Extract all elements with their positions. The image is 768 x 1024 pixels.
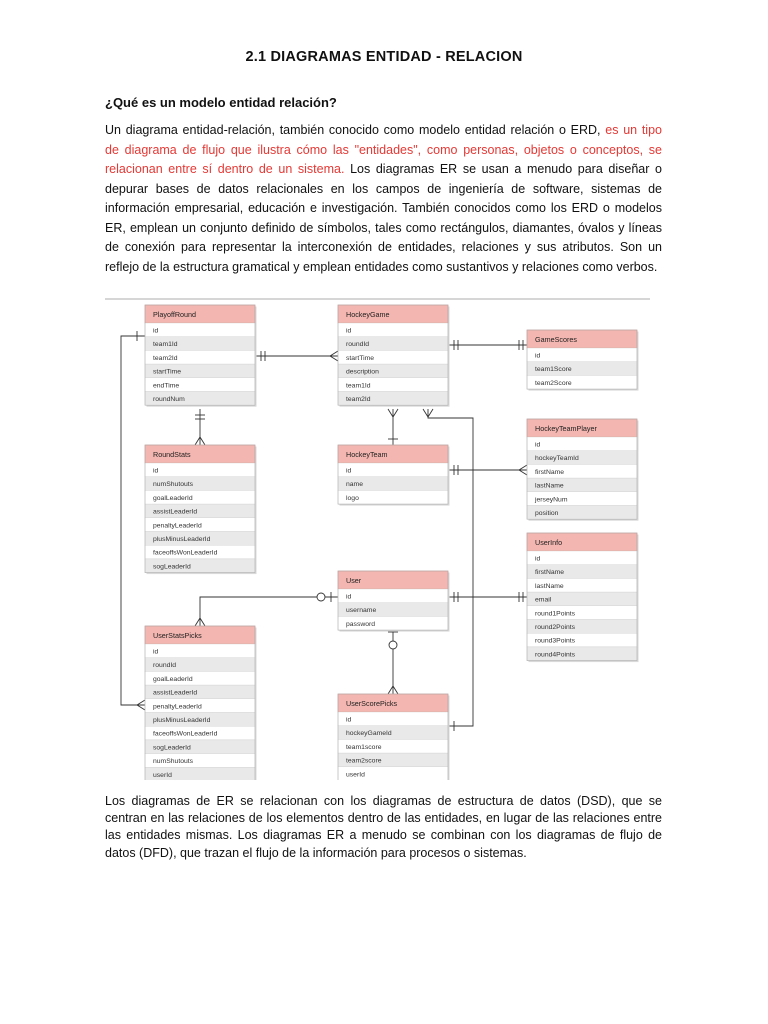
entity-field: sogLeaderId [153,744,191,752]
entity-user-info [527,533,639,662]
er-diagram [105,296,650,785]
entity-row [338,712,448,726]
rel-playoffround-userstatspicks [121,336,145,705]
er-diagram-canvas [105,296,650,780]
entity-row [527,437,637,451]
entity-name: HockeyTeamPlayer [535,424,597,433]
entity-field: lastName [535,482,564,490]
entity-field: penaltyLeaderId [153,703,202,711]
entity-field: plusMinusLeaderId [153,717,211,724]
entity-round-stats [145,445,257,574]
entity-field: userId [346,771,365,779]
entity-user [338,571,450,632]
rel-user-userstatspicks [200,597,338,626]
entity-field: id [153,327,159,335]
entity-field: faceoffsWonLeaderId [153,549,218,557]
entity-field: password [346,620,376,628]
entity-field: firstName [535,569,565,577]
entity-playoff-round [145,305,257,407]
entity-field: goalLeaderId [153,675,193,683]
entity-field: roundId [346,341,370,349]
entity-field: logo [346,494,359,502]
entity-name: RoundStats [153,450,191,459]
entity-row [338,589,448,603]
entity-user-score-picks [338,694,450,780]
entity-name: PlayoffRound [153,310,197,319]
entity-field: sogLeaderId [153,563,191,571]
page-title: 2.1 DIAGRAMAS ENTIDAD - RELACION [245,49,523,65]
entity-row [338,463,448,477]
entity-field: roundNum [153,396,185,403]
entity-row [145,463,255,477]
entity-field: round3Points [535,637,576,645]
entity-hockey-team-player [527,419,639,521]
highlighted-definition: es un tipo de diagrama de flujo que ilustra cómo las "entidades", como personas, objetos o conceptos, se relacionan entre sí dentro de un sistema. [105,123,662,176]
entity-field: plusMinusLeaderId [153,536,211,543]
entity-field: assistLeaderId [153,508,198,516]
entity-field: round1Points [535,610,576,618]
entity-field: faceoffsWonLeaderId [153,730,218,738]
entity-field: username [346,607,377,615]
intro-rest: Los diagramas ER se usan a menudo para diseñar o depurar bases de datos relacionales en los campos de ingeniería de software, sistemas de información empresarial, educación e investigación. También conocidos como los ERD o modelos ER, emplean un conjunto definido de símbolos, tales como rectángulos, diamantes, óvalos y líneas de conexión para representar la interconexión de entidades, relaciones y sus atributos. Son un reflejo de la estructura gramatical y emplean entidades como sustantivos y relaciones como verbos. [105,162,662,274]
entity-field: userId [153,771,172,779]
entity-hockey-team [338,445,450,506]
entity-name: User [346,576,362,585]
entity-field: id [346,327,352,335]
entity-field: position [535,510,559,517]
entity-field: id [346,716,352,724]
entity-row [338,323,448,337]
entity-field: id [535,555,541,563]
entity-field: roundId [153,662,177,670]
intro-text: Un diagrama entidad-relación, también conocido como modelo entidad relación o ERD, [105,123,606,137]
entity-field: goalLeaderId [153,494,193,502]
entity-hockey-game [338,305,450,407]
entity-field: id [153,648,159,656]
entity-field: round4Points [535,651,576,659]
entity-field: description [346,368,379,376]
cardinality-zero [389,641,397,649]
entity-field: team1score [346,743,382,751]
entity-row [527,348,637,362]
entity-row [145,644,255,658]
entity-field: team2Id [153,354,178,362]
entity-row [145,323,255,337]
entity-field: startTime [346,354,375,362]
entity-field: hockeyTeamId [535,455,579,463]
entity-field: email [535,596,552,604]
entity-name: HockeyTeam [346,450,388,459]
entity-tables [145,305,639,780]
entity-field: endTime [153,382,180,390]
entity-field: round2Points [535,624,576,631]
entity-field: numShutouts [153,481,194,489]
intro-paragraph [105,121,662,277]
entity-field: team1Id [346,382,371,390]
entity-field: team2Id [346,396,371,403]
entity-field: team1Score [535,366,572,374]
entity-name: GameScores [535,335,577,344]
cardinality-zero [317,593,325,601]
entity-user-stats-picks [145,626,257,780]
entity-field: firstName [535,468,565,476]
closing-paragraph: Los diagramas de ER se relacionan con los diagramas de estructura de datos (DSD), que se centran en las relaciones de los elementos dentro de las entidades, en lugar de las relaciones entre las entidades mismas. Los diagramas ER a menudo se combinan con los diagramas de flujo de datos (DFD), que trazan el flujo de la información para procesos o sistemas. [105,794,662,860]
entity-field: numShutouts [153,758,194,766]
entity-field: id [346,593,352,601]
entity-name: UserInfo [535,538,563,547]
entity-field: id [346,467,352,475]
entity-field: assistLeaderId [153,689,198,697]
entity-name: UserStatsPicks [153,631,202,640]
entity-field: team2score [346,757,382,765]
entity-field: hockeyGameId [346,730,392,738]
entity-field: id [535,352,541,360]
entity-game-scores [527,330,639,391]
entity-field: id [535,441,541,449]
entity-field: team1Id [153,341,178,349]
entity-field: penaltyLeaderId [153,522,202,530]
entity-field: startTime [153,368,182,376]
entity-field: name [346,481,364,489]
entity-field: jerseyNum [535,496,568,504]
entity-name: UserScorePicks [346,699,398,708]
entity-field: lastName [535,582,564,590]
entity-name: HockeyGame [346,310,390,319]
entity-row [527,551,637,565]
entity-field: team2Score [535,379,572,387]
entity-field: id [153,467,159,475]
section-question: ¿Qué es un modelo entidad relación? [105,95,337,110]
